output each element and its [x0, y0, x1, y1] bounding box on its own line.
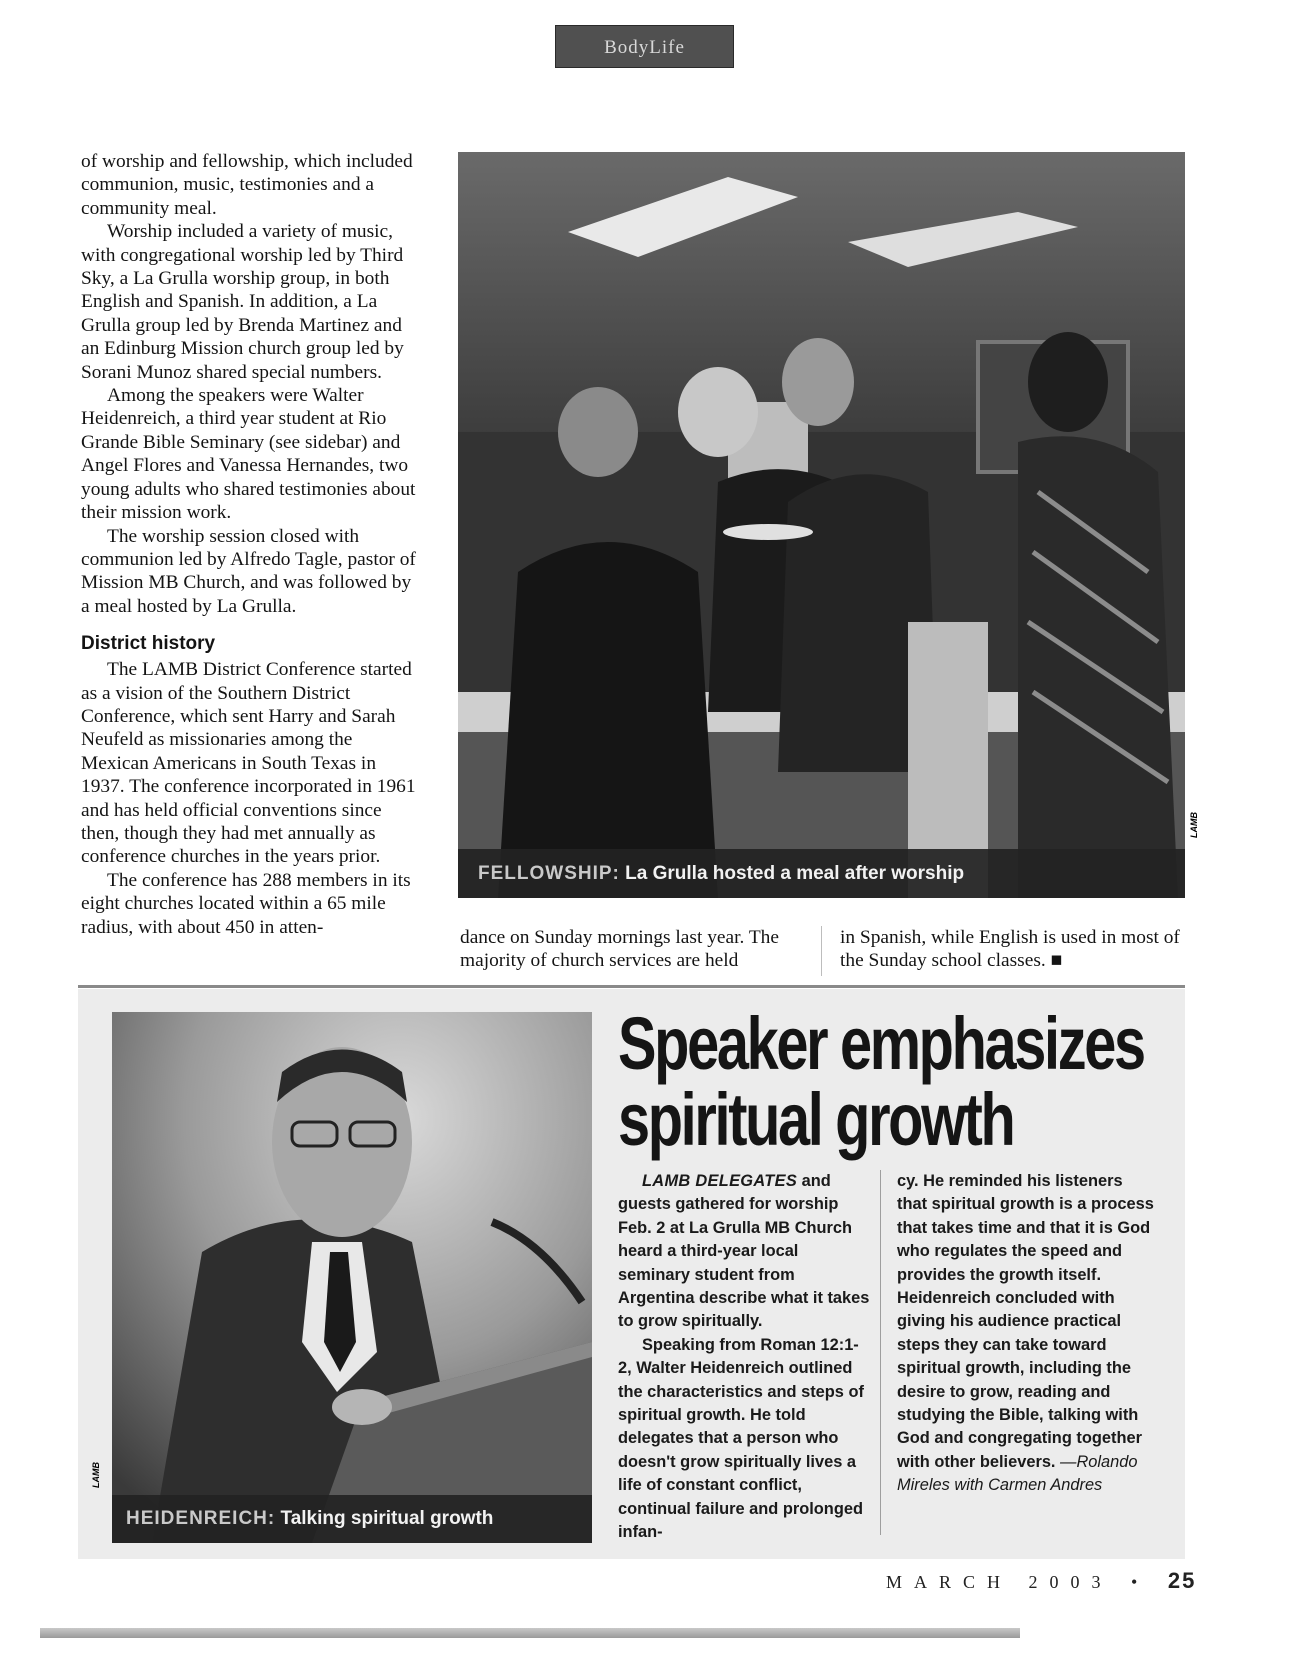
sidebar-byline: —Rolando Mireles with Carmen Andres — [897, 1452, 1138, 1495]
article-paragraph: in Spanish, while English is used in most of the Sunday school classes. ■ — [840, 927, 1180, 972]
fellowship-photo-credit: LAMB — [1189, 812, 1199, 838]
sidebar-column-2 — [897, 1170, 1157, 1498]
article-paragraph: Among the speakers were Walter Heidenreich, a third year student at Rio Grande Bible Seminary (see sidebar) and Angel Flores and Vanessa Hernandes, two young adults who shared testimonies about their mission work. — [81, 385, 416, 524]
fellowship-caption-text: La Grulla hosted a meal after worship — [619, 863, 965, 884]
heidenreich-caption-text: Talking spiritual growth — [275, 1508, 494, 1529]
section-rule — [78, 985, 1185, 988]
article-paragraph: The worship session closed with communion led by Alfredo Tagle, pastor of Mission MB Church, and was followed by a meal hosted by La Grulla. — [81, 525, 416, 617]
folio-date: MARCH 2003 — [886, 1572, 1113, 1592]
page-bottom-rule — [40, 1628, 1020, 1638]
heidenreich-photo-image — [112, 1012, 592, 1543]
fellowship-photo — [458, 152, 1185, 898]
article-continuation-right — [840, 926, 1180, 973]
sidebar-paragraph: LAMB DELEGATES and guests gathered for worship Feb. 2 at La Grulla MB Church heard a third-year local seminary student from Argentina describe what it takes to grow spiritually. — [618, 1172, 870, 1331]
subhead-district-history: District history — [81, 633, 216, 655]
article-paragraph: dance on Sunday mornings last year. The majority of church services are held — [460, 927, 779, 972]
sidebar-paragraph: Speaking from Roman 12:1-2, Walter Heidenreich outlined the characteristics and steps of spiritual growth. He told delegates that a person who doesn't grow spiritually lives a life of constant conflict, continual failure and prolonged infan- — [618, 1335, 864, 1542]
article-paragraph: The LAMB District Conference started as a vision of the Southern District Conference, which sent Harry and Sarah Neufeld as missionaries among the Mexican Americans in South Texas in 1937. The conference incorporated in 1961 and has held official conventions since then, though they had met annually as conference churches in the years prior. — [81, 659, 416, 868]
fellowship-caption — [458, 849, 1185, 898]
section-banner: BodyLife — [555, 25, 734, 68]
column-divider — [821, 926, 822, 976]
page-number: 25 — [1167, 1568, 1197, 1593]
sidebar-paragraph: cy. He reminded his listeners that spiritual growth is a process that takes time and that it is God who regulates the speed and provides the growth itself. Heidenreich concluded with giving his audience practical steps they can take toward spiritual growth, including the desire to grow, reading and studying the Bible, talking with God and congregating together with other believers. —Rolando Mireles with Carmen Andres — [897, 1172, 1154, 1495]
sidebar-column-1 — [618, 1170, 870, 1545]
sidebar-column-divider — [880, 1170, 881, 1535]
sidebar-lead-in: LAMB DELEGATES — [642, 1172, 798, 1190]
article-column — [81, 150, 421, 939]
heidenreich-caption-label: HEIDENREICH: — [126, 1508, 276, 1529]
sidebar-headline-line-1: Speaker emphasizes — [618, 1002, 1144, 1085]
fellowship-caption-label: FELLOWSHIP: — [478, 863, 620, 884]
end-mark: ■ — [1050, 950, 1063, 972]
sidebar-headline-line-2: spiritual growth — [618, 1078, 1014, 1161]
folio-bullet: • — [1131, 1572, 1138, 1592]
sidebar-headline — [618, 1002, 1144, 1161]
heidenreich-photo — [112, 1012, 592, 1543]
article-continuation-left — [460, 926, 812, 973]
article-paragraph: Worship included a variety of music, with congregational worship led by Third Sky, a La Grulla worship group, in both English and Spanish. In addition, a La Grulla group led by Brenda Martinez and an Edinburg Mission church group led by Sorani Munoz shared special numbers. — [81, 221, 404, 383]
article-paragraph: The conference has 288 members in its eight churches located within a 65 mile radius, with about 450 in atten- — [81, 869, 411, 938]
fellowship-photo-image — [458, 152, 1185, 898]
page-folio — [886, 1568, 1196, 1594]
article-paragraph: of worship and fellowship, which included communion, music, testimonies and a community meal. — [81, 151, 413, 219]
heidenreich-caption — [112, 1495, 592, 1543]
heidenreich-photo-credit: LAMB — [91, 1462, 101, 1488]
